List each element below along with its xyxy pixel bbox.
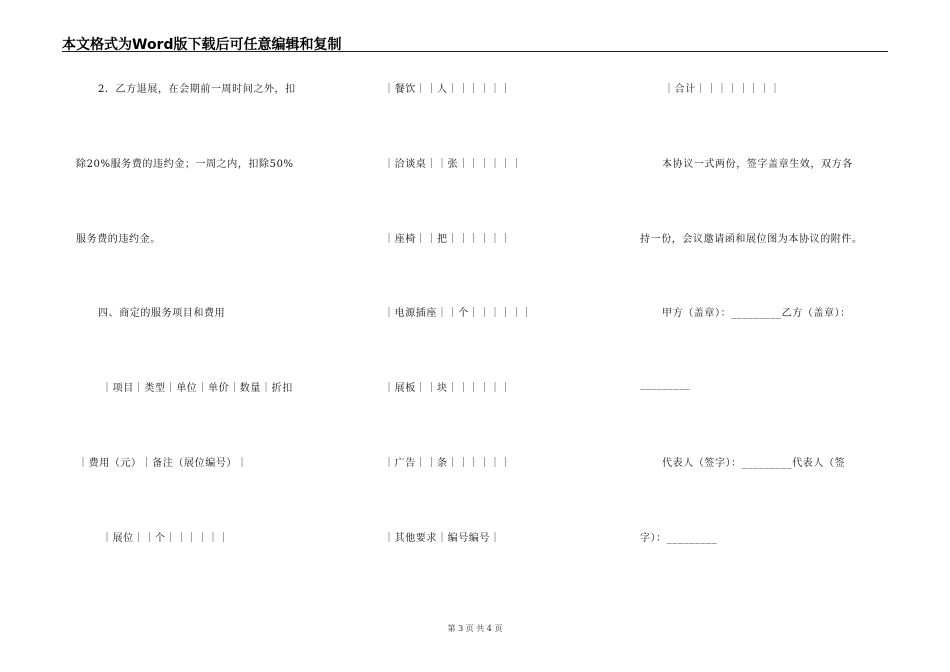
left-line-5: ｜项目｜类型｜单位｜单价｜数量｜折扣 — [102, 383, 293, 394]
middle-line-3: ｜座椅｜｜把｜｜｜｜｜｜ — [384, 234, 512, 245]
left-line-4: 四、商定的服务项目和费用 — [98, 308, 226, 319]
page-number-footer: 第 3 页 共 4 页 — [447, 624, 503, 633]
right-line-4: 甲方（盖章）：_________乙方（盖章）： — [662, 308, 851, 319]
middle-line-4: ｜电源插座｜｜个｜｜｜｜｜｜ — [384, 308, 533, 319]
right-line-7: 字）：_________ — [640, 533, 718, 544]
header-divider — [62, 51, 888, 52]
document-header-title: 本文格式为Word版下载后可任意编辑和复制 — [62, 37, 342, 53]
left-line-2: 除20%服务费的违约金；一周之内，扣除50% — [76, 159, 294, 170]
left-line-6: ｜费用（元）｜备注（展位编号）｜ — [78, 458, 248, 469]
right-line-1: ｜合计｜｜｜｜｜｜｜｜ — [664, 84, 781, 95]
middle-line-2: ｜洽谈桌｜｜张｜｜｜｜｜｜ — [384, 159, 522, 170]
left-line-3: 服务费的违约金。 — [76, 234, 161, 245]
middle-line-7: ｜其他要求｜编号编号｜ — [384, 533, 501, 544]
middle-line-5: ｜展板｜｜块｜｜｜｜｜｜ — [384, 383, 512, 394]
middle-line-1: ｜餐饮｜｜人｜｜｜｜｜｜ — [384, 84, 512, 95]
right-line-3: 持一份，会议邀请函和展位图为本协议的附件。 — [640, 234, 863, 245]
right-line-6: 代表人（签字）：_________代表人（签 — [662, 458, 846, 469]
left-line-1: 2．乙方退展，在会期前一周时间之外，扣 — [98, 84, 296, 95]
left-line-7: ｜展位｜｜个｜｜｜｜｜｜ — [102, 533, 230, 544]
right-line-5: _________ — [640, 379, 691, 390]
middle-line-6: ｜广告｜｜条｜｜｜｜｜｜ — [384, 458, 512, 469]
right-line-2: 本协议一式两份，签字盖章生效，双方各 — [662, 159, 853, 170]
